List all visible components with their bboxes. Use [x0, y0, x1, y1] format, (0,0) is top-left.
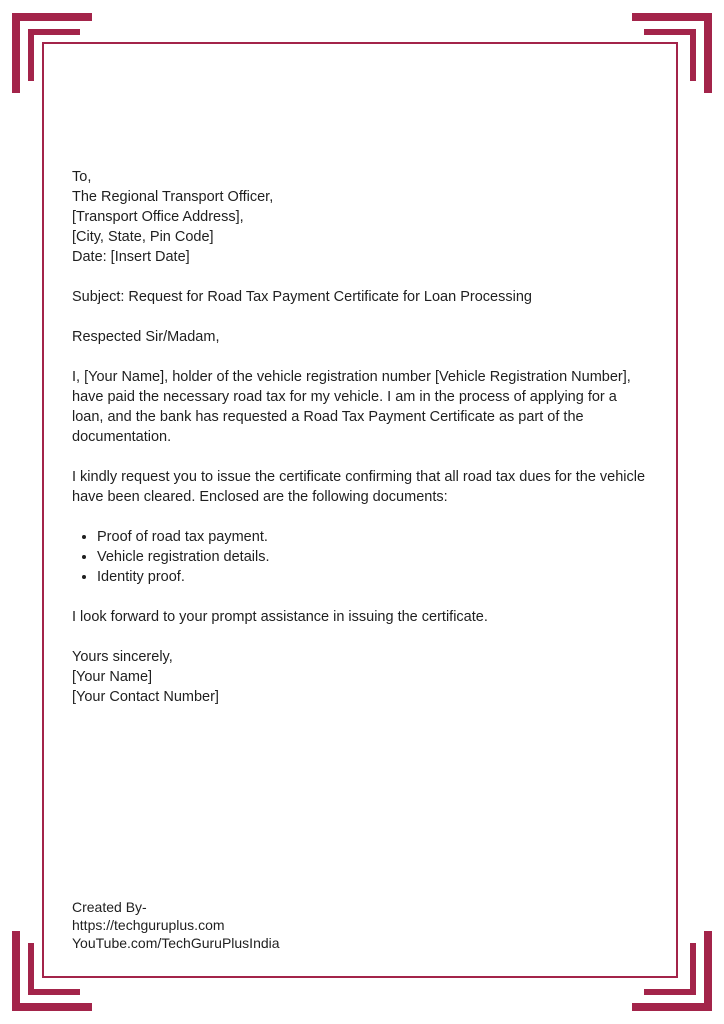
closing-line: Yours sincerely, — [72, 649, 173, 665]
list-item: • Proof of road tax payment. — [97, 527, 652, 547]
address-line: [Transport Office Address], — [72, 209, 244, 225]
body-paragraph-2: I kindly request you to issue the certificate confirming that all road tax dues for the vehicle have been cleared. Enclosed are the following documents: — [72, 469, 646, 505]
address-line: The Regional Transport Officer, — [72, 189, 274, 205]
letter-body — [72, 167, 652, 707]
salutation: Respected Sir/Madam, — [72, 329, 220, 345]
contact-number: [Your Contact Number] — [72, 689, 219, 705]
website-link[interactable]: https://techguruplus.com — [72, 917, 225, 933]
youtube-link[interactable]: YouTube.com/TechGuruPlusIndia — [72, 935, 280, 951]
signature-name: [Your Name] — [72, 669, 153, 685]
corner-ornament-top-right — [612, 13, 712, 113]
address-line: [City, State, Pin Code] — [72, 229, 214, 245]
documents-list — [72, 527, 652, 587]
list-item: • Identity proof. — [97, 567, 652, 587]
list-item: • Vehicle registration details. — [97, 547, 652, 567]
corner-ornament-top-left — [12, 13, 112, 113]
corner-ornament-bottom-right — [612, 911, 712, 1011]
closing-block — [72, 647, 652, 707]
address-line: To, — [72, 169, 92, 185]
body-paragraph-1: I, [Your Name], holder of the vehicle registration number [Vehicle Registration Number], have paid the necessary road tax for my vehicle. I am in the process of applying for a loan, and the bank has requested a Road Tax Payment Certificate as part of the documentation. — [72, 369, 631, 445]
date-line: Date: [Insert Date] — [72, 249, 190, 265]
credits-label: Created By- — [72, 899, 147, 915]
body-paragraph-3: I look forward to your prompt assistance in issuing the certificate. — [72, 609, 488, 625]
recipient-address-block — [72, 167, 652, 267]
subject-line: Subject: Request for Road Tax Payment Certificate for Loan Processing — [72, 289, 532, 305]
credits-footer — [72, 898, 280, 952]
